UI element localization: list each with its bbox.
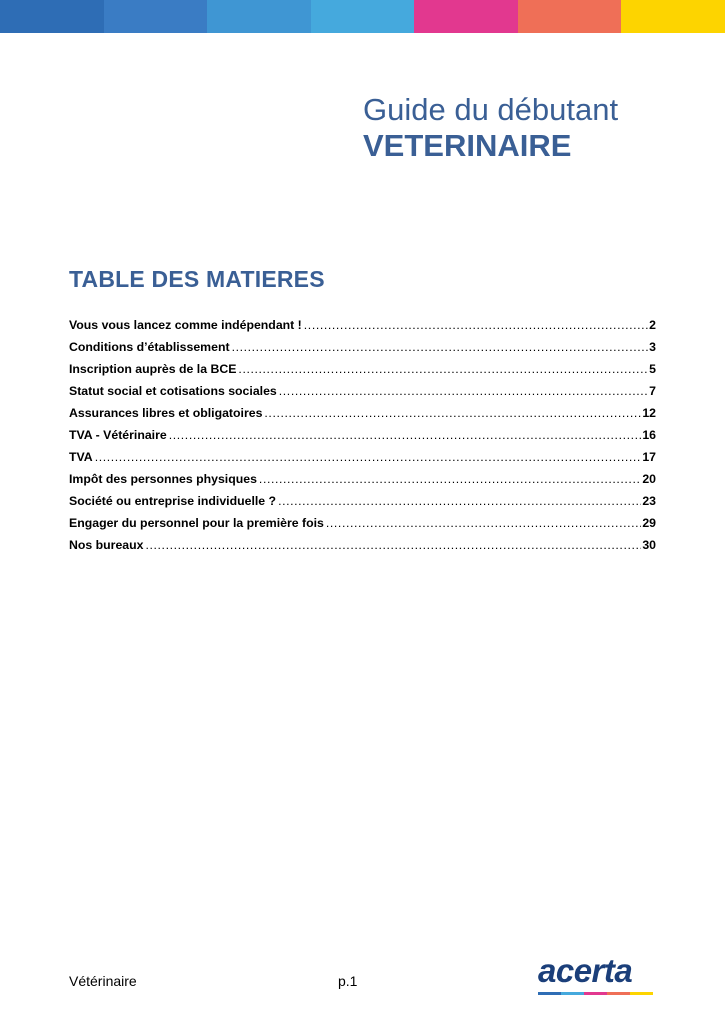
toc-entry[interactable]: [69, 384, 656, 406]
logo-underline-segment: [630, 992, 653, 995]
toc-dot-leader: [326, 516, 641, 530]
toc-entry[interactable]: [69, 516, 656, 538]
toc-entry[interactable]: [69, 340, 656, 362]
toc-entry-page: 17: [642, 450, 656, 464]
header-color-band: [0, 0, 725, 33]
toc-entry-title: Conditions d’établissement: [69, 340, 230, 354]
title-line-guide: Guide du débutant: [363, 92, 619, 127]
toc-dot-leader: [238, 362, 648, 376]
toc-entry-page: 12: [642, 406, 656, 420]
toc-entry-page: 29: [642, 516, 656, 530]
toc-dot-leader: [259, 472, 641, 486]
logo-underline-segment: [538, 992, 561, 995]
toc-entry[interactable]: [69, 494, 656, 516]
logo-underline-segment: [584, 992, 607, 995]
toc-entry-title: Assurances libres et obligatoires: [69, 406, 263, 420]
toc-dot-leader: [232, 340, 649, 354]
toc-entry[interactable]: [69, 538, 656, 560]
band-segment: [414, 0, 518, 33]
toc-dot-leader: [304, 318, 648, 332]
toc-entry-title: TVA - Vétérinaire: [69, 428, 167, 442]
toc-dot-leader: [169, 428, 642, 442]
toc-dot-leader: [279, 384, 648, 398]
table-of-contents: [69, 318, 656, 560]
toc-entry-title: Nos bureaux: [69, 538, 144, 552]
toc-dot-leader: [95, 450, 642, 464]
toc-heading: TABLE DES MATIERES: [69, 266, 325, 292]
document-title: [363, 92, 703, 164]
toc-entry-title: Inscription auprès de la BCE: [69, 362, 237, 376]
band-segment: [0, 0, 104, 33]
toc-entry-page: 5: [649, 362, 656, 376]
logo-wordmark: acerta: [538, 952, 633, 989]
footer-profession: Vétérinaire: [69, 973, 137, 989]
toc-entry[interactable]: [69, 450, 656, 472]
band-segment: [621, 0, 725, 33]
toc-dot-leader: [145, 538, 641, 552]
acerta-logo: [537, 950, 655, 998]
footer-page-number: p.1: [338, 973, 358, 989]
toc-entry[interactable]: [69, 406, 656, 428]
toc-entry-title: Impôt des personnes physiques: [69, 472, 257, 486]
band-segment: [311, 0, 415, 33]
toc-entry-page: 16: [642, 428, 656, 442]
toc-entry[interactable]: [69, 318, 656, 340]
title-line-profession: VETERINAIRE: [363, 128, 572, 163]
toc-entry-page: 20: [642, 472, 656, 486]
toc-entry-title: Engager du personnel pour la première fois: [69, 516, 324, 530]
band-segment: [207, 0, 311, 33]
toc-dot-leader: [278, 494, 641, 508]
band-segment: [518, 0, 622, 33]
logo-underline-segment: [561, 992, 584, 995]
toc-entry-page: 2: [649, 318, 656, 332]
toc-entry-page: 30: [642, 538, 656, 552]
toc-entry-page: 3: [649, 340, 656, 354]
toc-entry[interactable]: [69, 472, 656, 494]
toc-entry-page: 7: [649, 384, 656, 398]
toc-entry[interactable]: [69, 362, 656, 384]
toc-entry-page: 23: [642, 494, 656, 508]
logo-underline-segment: [607, 992, 630, 995]
toc-entry-title: Statut social et cotisations sociales: [69, 384, 277, 398]
toc-entry-title: TVA: [69, 450, 93, 464]
band-segment: [104, 0, 208, 33]
toc-entry-title: Vous vous lancez comme indépendant !: [69, 318, 302, 332]
toc-entry-title: Société ou entreprise individuelle ?: [69, 494, 277, 508]
toc-entry[interactable]: [69, 428, 656, 450]
logo-underline: [538, 992, 653, 995]
toc-dot-leader: [264, 406, 641, 420]
